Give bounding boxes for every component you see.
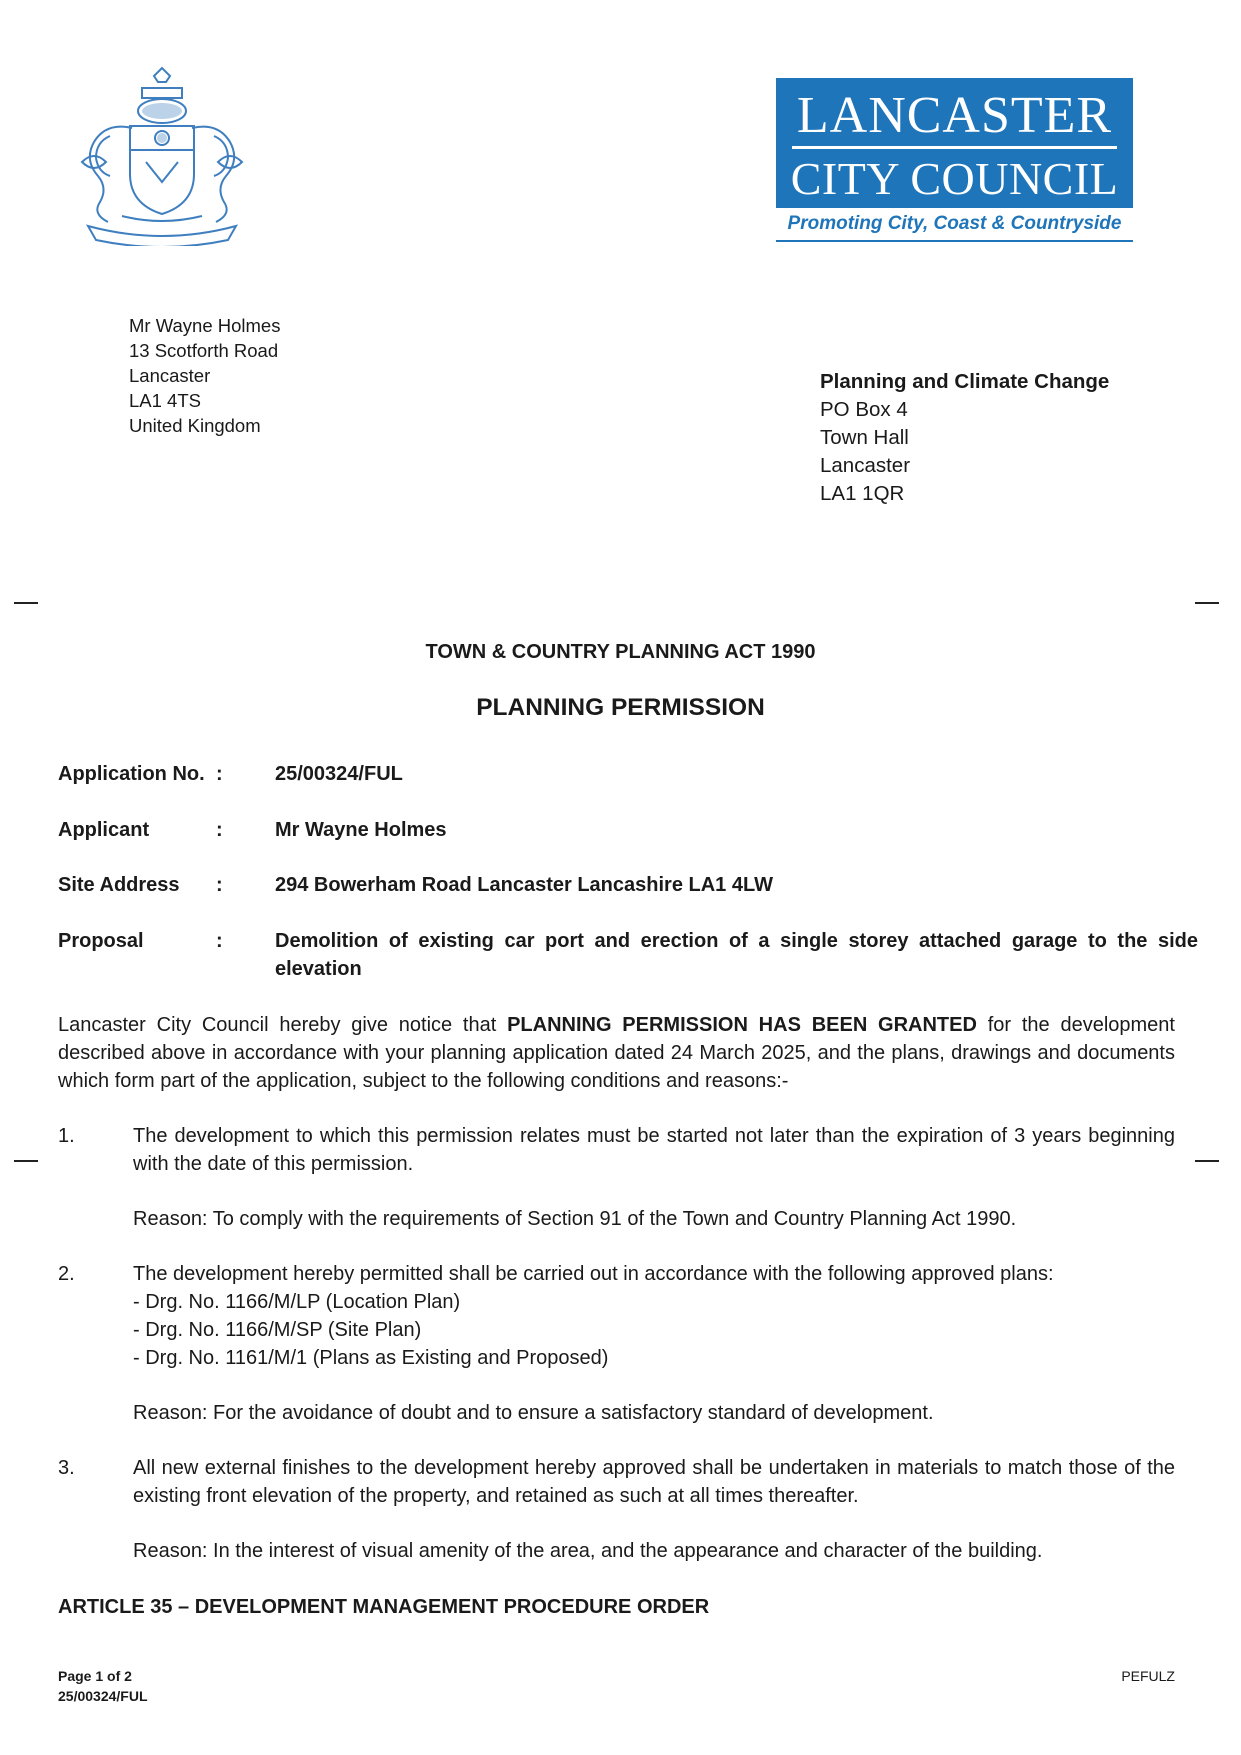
footer-page-number: Page 1 of 2 (58, 1668, 132, 1684)
council-crest-icon (62, 66, 262, 246)
condition-3-text: All new external finishes to the development hereby approved shall be undertaken in materials to match those of the existing front elevation of the property, and retained as such at all times thereafter. (133, 1457, 1175, 1507)
logo-underline (776, 240, 1133, 242)
condition-3-reason: Reason: In the interest of visual amenity of the area, and the appearance and character of the building. (133, 1540, 1043, 1562)
recipient-address (129, 313, 280, 438)
field-label: Site Address (58, 874, 180, 896)
field-label: Application No. (58, 763, 205, 785)
approved-plan-item: - Drg. No. 1161/M/1 (Plans as Existing and Proposed) (133, 1347, 609, 1369)
logo-tagline: Promoting City, Coast & Countryside (787, 213, 1122, 234)
condition-1-number: 1. (58, 1125, 75, 1147)
document-title: PLANNING PERMISSION (476, 694, 765, 721)
notice-paragraph (58, 1011, 1175, 1095)
condition-2-body (133, 1260, 1175, 1372)
sender-town: Lancaster (820, 454, 911, 477)
recipient-postcode: LA1 4TS (129, 390, 201, 411)
fold-mark-left-2 (14, 1160, 38, 1162)
council-logo (776, 78, 1133, 208)
recipient-country: United Kingdom (129, 415, 261, 436)
notice-text-end: for the development described above in accordance with your planning application dated 24 March 2025, and the plans, drawings and documents which form part of the application, subject to the following conditions and reasons:- (58, 1014, 1175, 1092)
field-colon: : (216, 763, 223, 785)
field-colon: : (216, 874, 223, 896)
approved-plan-item: - Drg. No. 1166/M/LP (Location Plan) (133, 1291, 461, 1313)
sender-postcode: LA1 1QR (820, 482, 905, 505)
field-value: Mr Wayne Holmes (275, 819, 447, 841)
logo-line-2: CITY COUNCIL (790, 153, 1119, 204)
field-label: Proposal (58, 930, 144, 952)
sender-po-box: PO Box 4 (820, 398, 908, 421)
condition-1-text: The development to which this permission relates must be started not later than the expiration of 3 years beginning with the date of this permission. (133, 1125, 1175, 1175)
recipient-street: 13 Scotforth Road (129, 340, 279, 361)
sender-building: Town Hall (820, 426, 909, 449)
field-label: Applicant (58, 819, 150, 841)
notice-decision: PLANNING PERMISSION HAS BEEN GRANTED (507, 1014, 977, 1036)
footer-code: PEFULZ (1121, 1668, 1175, 1684)
recipient-town: Lancaster (129, 365, 211, 386)
fold-mark-right-1 (1195, 602, 1219, 604)
notice-text-start: Lancaster City Council hereby give notice that (58, 1014, 508, 1036)
field-value: 294 Bowerham Road Lancaster Lancashire LA1 4LW (275, 874, 773, 896)
condition-1-reason: Reason: To comply with the requirements of Section 91 of the Town and Country Planning Act 1990. (133, 1208, 1017, 1230)
logo-line-1: LANCASTER (796, 87, 1113, 144)
condition-2-text: The development hereby permitted shall be carried out in accordance with the following approved plans: (133, 1263, 1054, 1285)
footer-reference: 25/00324/FUL (58, 1688, 148, 1704)
fold-mark-left-1 (14, 602, 38, 604)
field-colon: : (216, 819, 223, 841)
approved-plan-item: - Drg. No. 1166/M/SP (Site Plan) (133, 1319, 422, 1341)
field-value: 25/00324/FUL (275, 763, 403, 785)
sender-department: Planning and Climate Change (820, 370, 1110, 393)
field-colon: : (216, 930, 223, 952)
sender-address (820, 368, 1109, 508)
act-title: TOWN & COUNTRY PLANNING ACT 1990 (425, 641, 816, 663)
field-value: Demolition of existing car port and erection of a single storey attached garage to the side elevation (275, 930, 1198, 980)
article-35-heading: ARTICLE 35 – DEVELOPMENT MANAGEMENT PROCEDURE ORDER (58, 1596, 710, 1618)
condition-2-reason: Reason: For the avoidance of doubt and to ensure a satisfactory standard of development. (133, 1402, 934, 1424)
logo-divider (792, 146, 1117, 149)
recipient-name: Mr Wayne Holmes (129, 315, 281, 336)
condition-2-number: 2. (58, 1263, 75, 1285)
fold-mark-right-2 (1195, 1160, 1219, 1162)
condition-3-number: 3. (58, 1457, 75, 1479)
